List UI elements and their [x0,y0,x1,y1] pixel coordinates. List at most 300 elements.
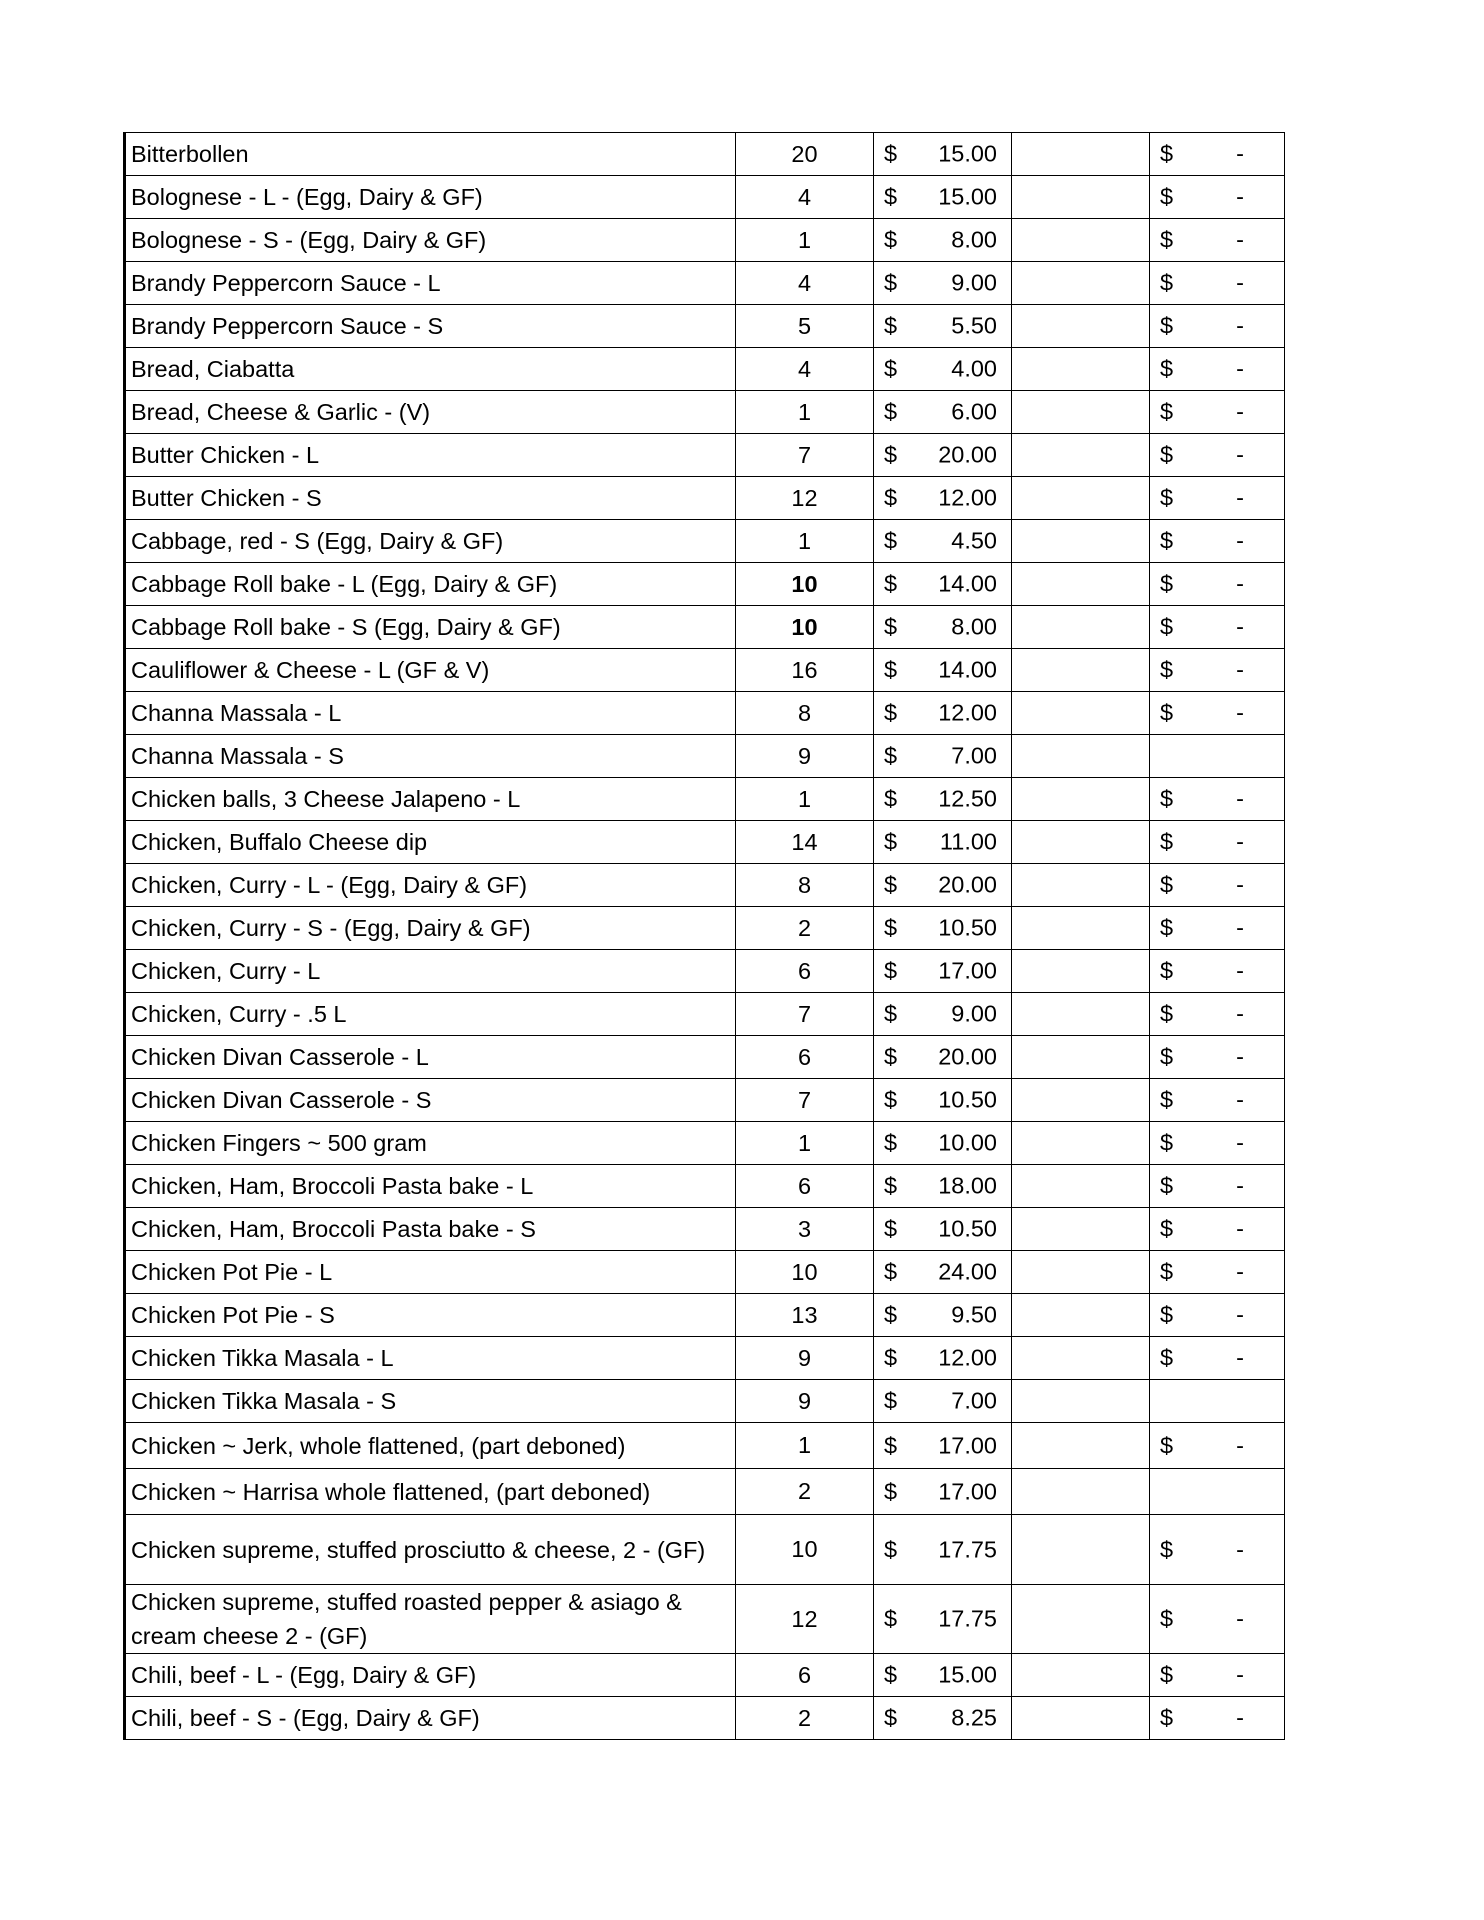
total-amount: - [1236,1172,1244,1199]
quantity-cell: 6 [736,950,874,993]
currency-symbol: $ [884,1301,898,1328]
total-amount: - [1236,1301,1244,1328]
currency-symbol: $ [1160,1215,1174,1242]
table-row [125,1122,1285,1165]
price-amount: 9.00 [951,1000,997,1027]
order-quantity-cell[interactable] [1012,305,1150,348]
table-row [125,993,1285,1036]
item-name-cell: Butter Chicken - S [125,477,736,520]
total-amount: - [1236,312,1244,339]
item-name-cell: Chicken supreme, stuffed roasted pepper & asiago & cream cheese 2 - (GF) [125,1585,736,1654]
price-amount: 4.00 [951,355,997,382]
currency-symbol: $ [1160,1172,1174,1199]
table-row [125,563,1285,606]
quantity-cell: 9 [736,1337,874,1380]
item-name-cell: Cabbage, red - S (Egg, Dairy & GF) [125,520,736,563]
quantity-cell: 1 [736,391,874,434]
quantity-cell: 3 [736,1208,874,1251]
quantity-cell: 7 [736,434,874,477]
line-total-cell [1150,1122,1285,1165]
quantity-cell: 16 [736,649,874,692]
currency-symbol: $ [1160,269,1174,296]
currency-symbol: $ [1160,1301,1174,1328]
total-amount: - [1236,613,1244,640]
quantity-cell: 10 [736,606,874,649]
item-name-cell: Chicken Pot Pie - S [125,1294,736,1337]
line-total-cell [1150,1469,1285,1515]
item-name-cell: Butter Chicken - L [125,434,736,477]
currency-symbol: $ [1160,656,1174,683]
total-amount: - [1236,656,1244,683]
line-total-cell [1150,219,1285,262]
item-name-cell: Cauliflower & Cheese - L (GF & V) [125,649,736,692]
quantity-cell: 7 [736,1079,874,1122]
order-quantity-cell[interactable] [1012,563,1150,606]
price-cell [874,1654,1012,1697]
order-quantity-cell[interactable] [1012,1654,1150,1697]
price-cell [874,1079,1012,1122]
quantity-cell: 8 [736,692,874,735]
currency-symbol: $ [1160,312,1174,339]
currency-symbol: $ [884,1478,898,1504]
currency-symbol: $ [884,656,898,683]
line-total-cell [1150,1208,1285,1251]
line-total-cell [1150,1380,1285,1423]
order-quantity-cell[interactable] [1012,348,1150,391]
total-amount: - [1236,269,1244,296]
total-amount: - [1236,441,1244,468]
price-cell [874,262,1012,305]
price-cell [874,1380,1012,1423]
currency-symbol: $ [1160,1086,1174,1113]
currency-symbol: $ [884,1387,898,1414]
order-quantity-cell[interactable] [1012,1423,1150,1469]
item-name-cell: Chicken ~ Jerk, whole flattened, (part deboned) [125,1423,736,1469]
quantity-cell: 4 [736,348,874,391]
order-quantity-cell[interactable] [1012,778,1150,821]
item-name-cell: Chicken, Ham, Broccoli Pasta bake - S [125,1208,736,1251]
quantity-cell: 1 [736,778,874,821]
table-row [125,1380,1285,1423]
currency-symbol: $ [884,140,898,167]
total-amount: - [1236,1661,1244,1688]
price-cell [874,692,1012,735]
total-amount: - [1236,914,1244,941]
price-amount: 15.00 [938,140,997,167]
total-amount: - [1236,140,1244,167]
table-row [125,778,1285,821]
line-total-cell [1150,305,1285,348]
currency-symbol: $ [1160,527,1174,554]
total-amount: - [1236,699,1244,726]
item-name-cell: Brandy Peppercorn Sauce - L [125,262,736,305]
price-cell [874,563,1012,606]
quantity-cell: 12 [736,1585,874,1654]
price-amount: 12.00 [938,484,997,511]
quantity-cell: 10 [736,1251,874,1294]
currency-symbol: $ [1160,1129,1174,1156]
price-cell [874,1294,1012,1337]
currency-symbol: $ [1160,355,1174,382]
currency-symbol: $ [884,914,898,941]
total-amount: - [1236,1605,1244,1632]
price-amount: 12.00 [938,699,997,726]
order-quantity-cell[interactable] [1012,692,1150,735]
table-row [125,133,1285,176]
total-amount: - [1236,226,1244,253]
item-name-cell: Chicken Tikka Masala - L [125,1337,736,1380]
quantity-cell: 20 [736,133,874,176]
price-list-sheet [123,132,1283,1740]
currency-symbol: $ [884,1215,898,1242]
order-quantity-cell[interactable] [1012,1469,1150,1515]
item-name-cell: Chicken Fingers ~ 500 gram [125,1122,736,1165]
total-amount: - [1236,828,1244,855]
price-cell [874,348,1012,391]
price-amount: 4.50 [951,527,997,554]
item-name-cell: Chili, beef - S - (Egg, Dairy & GF) [125,1697,736,1740]
line-total-cell [1150,133,1285,176]
table-row [125,606,1285,649]
price-amount: 18.00 [938,1172,997,1199]
quantity-cell: 14 [736,821,874,864]
price-amount: 6.00 [951,398,997,425]
line-total-cell [1150,262,1285,305]
order-quantity-cell[interactable] [1012,993,1150,1036]
table-row [125,391,1285,434]
order-quantity-cell[interactable] [1012,950,1150,993]
item-name-cell: Chicken Divan Casserole - S [125,1079,736,1122]
table-row [125,1079,1285,1122]
table-row [125,692,1285,735]
currency-symbol: $ [884,1536,898,1562]
currency-symbol: $ [884,1704,898,1731]
price-cell [874,1165,1012,1208]
currency-symbol: $ [1160,226,1174,253]
line-total-cell [1150,1697,1285,1740]
order-quantity-cell[interactable] [1012,1337,1150,1380]
price-cell [874,1122,1012,1165]
currency-symbol: $ [884,183,898,210]
order-quantity-cell[interactable] [1012,1294,1150,1337]
quantity-cell: 4 [736,262,874,305]
order-quantity-cell[interactable] [1012,176,1150,219]
line-total-cell [1150,176,1285,219]
price-cell [874,391,1012,434]
table-row [125,1515,1285,1585]
price-cell [874,1036,1012,1079]
price-amount: 10.50 [938,1215,997,1242]
currency-symbol: $ [1160,183,1174,210]
item-name-cell: Cabbage Roll bake - L (Egg, Dairy & GF) [125,563,736,606]
price-amount: 8.00 [951,226,997,253]
currency-symbol: $ [1160,1536,1174,1562]
price-amount: 24.00 [938,1258,997,1285]
table-row [125,735,1285,778]
line-total-cell [1150,477,1285,520]
line-total-cell [1150,1036,1285,1079]
currency-symbol: $ [1160,484,1174,511]
item-name-cell: Bread, Ciabatta [125,348,736,391]
table-row [125,950,1285,993]
price-cell [874,305,1012,348]
order-quantity-cell[interactable] [1012,1380,1150,1423]
price-amount: 12.50 [938,785,997,812]
line-total-cell [1150,778,1285,821]
line-total-cell [1150,1515,1285,1585]
currency-symbol: $ [884,785,898,812]
line-total-cell [1150,950,1285,993]
order-quantity-cell[interactable] [1012,907,1150,950]
price-cell [874,606,1012,649]
item-name-cell: Chicken, Curry - S - (Egg, Dairy & GF) [125,907,736,950]
item-name-cell: Chicken Tikka Masala - S [125,1380,736,1423]
order-quantity-cell[interactable] [1012,649,1150,692]
price-amount: 10.50 [938,914,997,941]
currency-symbol: $ [1160,699,1174,726]
line-total-cell [1150,1079,1285,1122]
quantity-cell: 9 [736,1380,874,1423]
order-quantity-cell[interactable] [1012,1208,1150,1251]
order-quantity-cell[interactable] [1012,1079,1150,1122]
table-row [125,1585,1285,1654]
order-quantity-cell[interactable] [1012,1697,1150,1740]
table-row [125,477,1285,520]
currency-symbol: $ [1160,1661,1174,1688]
table-row [125,305,1285,348]
currency-symbol: $ [884,699,898,726]
price-amount: 14.00 [938,570,997,597]
order-quantity-cell[interactable] [1012,477,1150,520]
order-quantity-cell[interactable] [1012,864,1150,907]
price-amount: 10.00 [938,1129,997,1156]
item-name-cell: Chili, beef - L - (Egg, Dairy & GF) [125,1654,736,1697]
table-row [125,434,1285,477]
currency-symbol: $ [1160,871,1174,898]
quantity-cell: 4 [736,176,874,219]
price-cell [874,649,1012,692]
price-amount: 8.25 [951,1704,997,1731]
price-amount: 20.00 [938,871,997,898]
currency-symbol: $ [884,484,898,511]
currency-symbol: $ [884,1258,898,1285]
table-row [125,520,1285,563]
price-cell [874,1337,1012,1380]
table-row [125,649,1285,692]
total-amount: - [1236,484,1244,511]
price-amount: 10.50 [938,1086,997,1113]
table-row [125,1294,1285,1337]
table-row [125,1654,1285,1697]
total-amount: - [1236,1432,1244,1458]
line-total-cell [1150,735,1285,778]
order-quantity-cell[interactable] [1012,520,1150,563]
table-row [125,348,1285,391]
item-name-cell: Chicken supreme, stuffed prosciutto & cheese, 2 - (GF) [125,1515,736,1585]
currency-symbol: $ [884,527,898,554]
order-quantity-cell[interactable] [1012,219,1150,262]
table-row [125,864,1285,907]
currency-symbol: $ [1160,398,1174,425]
total-amount: - [1236,871,1244,898]
currency-symbol: $ [1160,1704,1174,1731]
table-row [125,821,1285,864]
currency-symbol: $ [884,1605,898,1632]
price-list-table [123,132,1285,1740]
price-cell [874,434,1012,477]
price-cell [874,1208,1012,1251]
price-cell [874,1585,1012,1654]
currency-symbol: $ [1160,914,1174,941]
currency-symbol: $ [884,441,898,468]
price-cell [874,993,1012,1036]
line-total-cell [1150,1165,1285,1208]
item-name-cell: Chicken, Ham, Broccoli Pasta bake - L [125,1165,736,1208]
table-row [125,1469,1285,1515]
currency-symbol: $ [884,1086,898,1113]
table-row [125,907,1285,950]
currency-symbol: $ [884,1661,898,1688]
table-row [125,176,1285,219]
line-total-cell [1150,1337,1285,1380]
price-list-body [125,133,1285,1740]
quantity-cell: 1 [736,219,874,262]
order-quantity-cell[interactable] [1012,1515,1150,1585]
price-cell [874,1469,1012,1515]
order-quantity-cell[interactable] [1012,1165,1150,1208]
price-cell [874,520,1012,563]
order-quantity-cell[interactable] [1012,262,1150,305]
order-quantity-cell[interactable] [1012,821,1150,864]
line-total-cell [1150,520,1285,563]
price-cell [874,1423,1012,1469]
item-name-cell: Chicken, Curry - .5 L [125,993,736,1036]
price-amount: 17.00 [938,1432,997,1458]
price-cell [874,778,1012,821]
total-amount: - [1236,1215,1244,1242]
line-total-cell [1150,434,1285,477]
order-quantity-cell[interactable] [1012,391,1150,434]
quantity-cell: 2 [736,907,874,950]
item-name-cell: Chicken, Curry - L - (Egg, Dairy & GF) [125,864,736,907]
line-total-cell [1150,1294,1285,1337]
quantity-cell: 10 [736,563,874,606]
price-amount: 17.00 [938,1478,997,1504]
table-row [125,219,1285,262]
total-amount: - [1236,1129,1244,1156]
item-name-cell: Channa Massala - S [125,735,736,778]
order-quantity-cell[interactable] [1012,1122,1150,1165]
item-name-cell: Chicken Divan Casserole - L [125,1036,736,1079]
total-amount: - [1236,957,1244,984]
order-quantity-cell[interactable] [1012,133,1150,176]
price-amount: 7.00 [951,1387,997,1414]
item-name-cell: Chicken, Curry - L [125,950,736,993]
quantity-cell: 2 [736,1469,874,1515]
line-total-cell [1150,821,1285,864]
currency-symbol: $ [884,957,898,984]
item-name-cell: Bolognese - L - (Egg, Dairy & GF) [125,176,736,219]
currency-symbol: $ [884,871,898,898]
line-total-cell [1150,1585,1285,1654]
total-amount: - [1236,1536,1244,1562]
total-amount: - [1236,398,1244,425]
currency-symbol: $ [884,1043,898,1070]
price-amount: 14.00 [938,656,997,683]
price-amount: 17.75 [938,1605,997,1632]
item-name-cell: Chicken Pot Pie - L [125,1251,736,1294]
quantity-cell: 8 [736,864,874,907]
quantity-cell: 1 [736,520,874,563]
total-amount: - [1236,1086,1244,1113]
order-quantity-cell[interactable] [1012,735,1150,778]
item-name-cell: Bolognese - S - (Egg, Dairy & GF) [125,219,736,262]
item-name-cell: Bitterbollen [125,133,736,176]
table-row [125,1165,1285,1208]
line-total-cell [1150,391,1285,434]
price-amount: 9.50 [951,1301,997,1328]
currency-symbol: $ [1160,957,1174,984]
price-amount: 20.00 [938,1043,997,1070]
quantity-cell: 9 [736,735,874,778]
price-amount: 8.00 [951,613,997,640]
order-quantity-cell[interactable] [1012,1251,1150,1294]
currency-symbol: $ [884,269,898,296]
total-amount: - [1236,1043,1244,1070]
order-quantity-cell[interactable] [1012,1585,1150,1654]
quantity-cell: 5 [736,305,874,348]
price-amount: 17.75 [938,1536,997,1562]
currency-symbol: $ [1160,613,1174,640]
currency-symbol: $ [1160,441,1174,468]
price-cell [874,1515,1012,1585]
total-amount: - [1236,570,1244,597]
item-name-cell: Chicken balls, 3 Cheese Jalapeno - L [125,778,736,821]
price-cell [874,133,1012,176]
price-amount: 7.00 [951,742,997,769]
order-quantity-cell[interactable] [1012,606,1150,649]
price-amount: 11.00 [939,828,997,855]
total-amount: - [1236,355,1244,382]
currency-symbol: $ [884,742,898,769]
item-name-cell: Bread, Cheese & Garlic - (V) [125,391,736,434]
line-total-cell [1150,864,1285,907]
currency-symbol: $ [1160,140,1174,167]
currency-symbol: $ [1160,570,1174,597]
currency-symbol: $ [1160,1605,1174,1632]
quantity-cell: 2 [736,1697,874,1740]
total-amount: - [1236,785,1244,812]
order-quantity-cell[interactable] [1012,1036,1150,1079]
line-total-cell [1150,348,1285,391]
table-row [125,1423,1285,1469]
quantity-cell: 10 [736,1515,874,1585]
price-amount: 20.00 [938,441,997,468]
table-row [125,262,1285,305]
total-amount: - [1236,1344,1244,1371]
order-quantity-cell[interactable] [1012,434,1150,477]
table-row [125,1251,1285,1294]
line-total-cell [1150,563,1285,606]
currency-symbol: $ [1160,1000,1174,1027]
currency-symbol: $ [884,355,898,382]
price-amount: 5.50 [951,312,997,339]
currency-symbol: $ [884,1172,898,1199]
currency-symbol: $ [1160,1258,1174,1285]
total-amount: - [1236,183,1244,210]
line-total-cell [1150,606,1285,649]
currency-symbol: $ [1160,1344,1174,1371]
